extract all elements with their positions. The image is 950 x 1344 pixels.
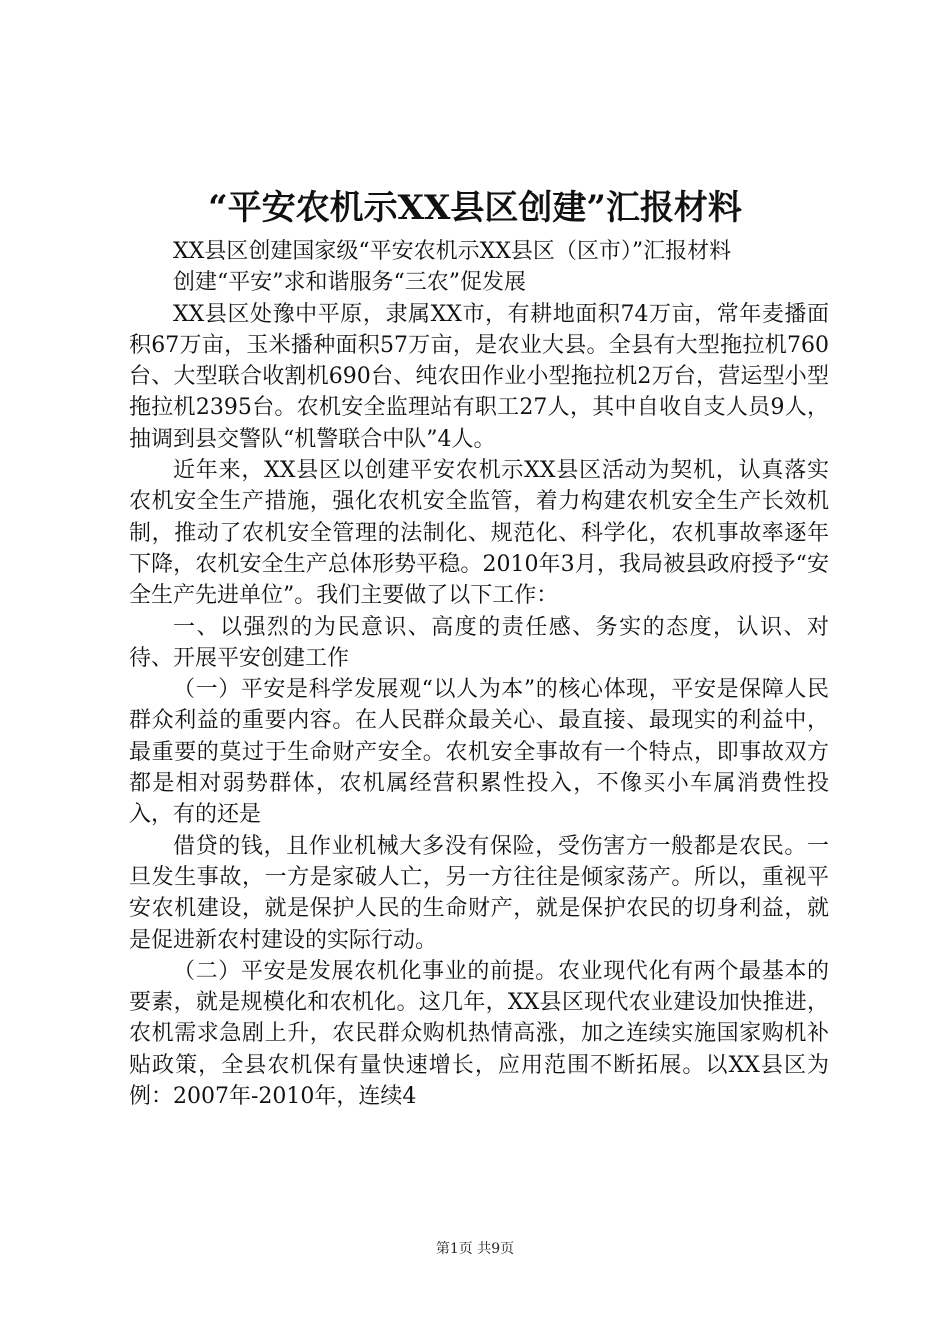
- paragraph-point-1-continued: 借贷的钱，且作业机械大多没有保险，受伤害方一般都是农民。一旦发生事故，一方是家破人亡，另一方往往是倾家荡产。所以，重视平安农机建设，就是保护人民的生命财产，就是保护农民的切身利益，就是促进新农村建设的实际行动。: [129, 833, 829, 953]
- page-footer: 第1页 共9页: [435, 1241, 515, 1257]
- document-title: “平安农机示XX县区创建”汇报材料: [208, 188, 742, 228]
- document-body: [129, 236, 829, 1112]
- section-heading-1: 一、以强烈的为民意识、高度的责任感、务实的态度，认识、对待、开展平安创建工作: [129, 614, 829, 671]
- paragraph-overview: XX县区处豫中平原，隶属XX市，有耕地面积74万亩，常年麦播面积67万亩，玉米播种面积57万亩，是农业大县。全县有大型拖拉机760台、大型联合收割机690台、纯农田作业小型拖拉机2万台，营运型小型拖拉机2395台。农机安全监理站有职工27人，其中自收自支人员9人，抽调到县交警队“机警联合中队”4人。: [129, 301, 829, 452]
- paragraph-point-2: （二）平安是发展农机化事业的前提。农业现代化有两个最基本的要素，就是规模化和农机化。这几年，XX县区现代农业建设加快推进，农机需求急剧上升，农民群众购机热情高涨，加之连续实施国家购机补贴政策，全县农机保有量快速增长，应用范围不断拓展。以XX县区为例：2007年-2010年，连续4: [129, 958, 829, 1110]
- paragraph-recent-years: 近年来，XX县区以创建平安农机示XX县区活动为契机，认真落实农机安全生产措施，强化农机安全监管，着力构建农机安全生产长效机制，推动了农机安全管理的法制化、规范化、科学化，农机事故率逐年下降，农机安全生产总体形势平稳。2010年3月，我局被县政府授予“安全生产先进单位”。我们主要做了以下工作：: [129, 458, 829, 609]
- paragraph-point-1: （一）平安是科学发展观“以人为本”的核心体现，平安是保障人民群众利益的重要内容。在人民群众最关心、最直接、最现实的利益中，最重要的莫过于生命财产安全。农机安全事故有一个特点，即事故双方都是相对弱势群体，农机属经营积累性投入，不像买小车属消费性投入，有的还是: [129, 677, 829, 828]
- paragraph-subtitle: 创建“平安”求和谐服务“三农”促发展: [173, 270, 526, 296]
- paragraph-heading: XX县区创建国家级“平安农机示XX县区（区市）”汇报材料: [173, 239, 732, 264]
